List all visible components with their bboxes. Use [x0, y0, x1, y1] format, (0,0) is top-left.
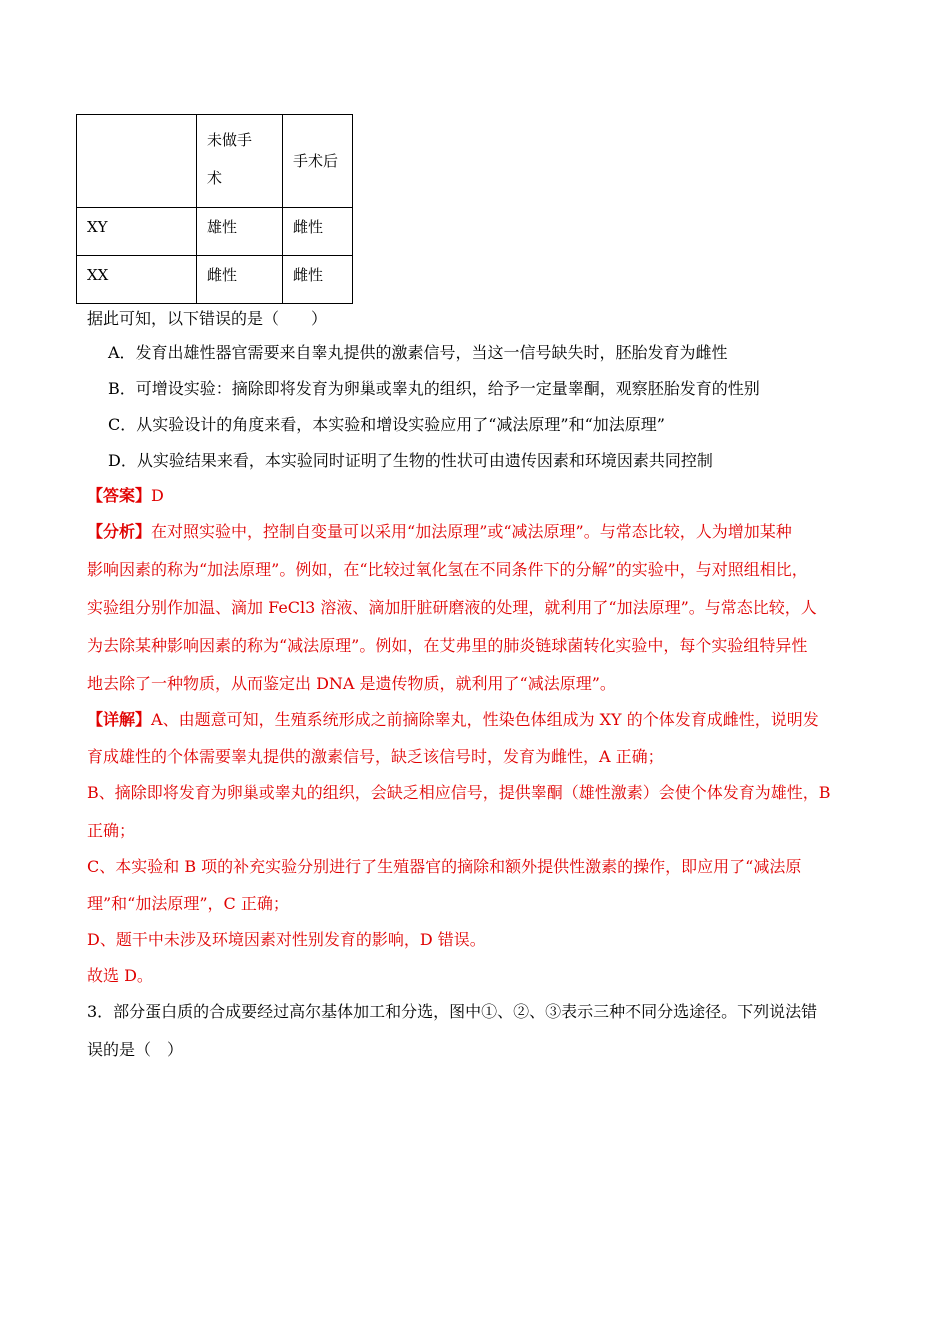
- analysis-text: 在对照实验中，控制自变量可以采用“加法原理”或“减法原理”。与常态比较，人为增加某种: [151, 522, 792, 541]
- detail-line: [87, 709, 819, 731]
- table-row: [77, 256, 353, 304]
- conclusion: 故选 D。: [87, 966, 153, 985]
- detail-line: 正确；: [87, 821, 136, 840]
- detail-line: B、摘除即将发育为卵巢或睾丸的组织，会缺乏相应信号，提供睾酮（雄性激素）会使个体发育为雄性，B: [87, 783, 831, 802]
- analysis-line: 影响因素的称为“加法原理”。例如，在“比较过氧化氢在不同条件下的分解”的实验中，与对照组相比，: [87, 560, 808, 579]
- analysis-line: 实验组分别作加温、滴加 FeCl3 溶液、滴加肝脏研磨液的处理，就利用了“加法原理”。与常态比较，人: [87, 598, 817, 617]
- option-c: C．从实验设计的角度来看，本实验和增设实验应用了“减法原理”和“加法原理”: [108, 415, 665, 434]
- table-cell: 雄性: [197, 208, 283, 256]
- detail-text: A、由题意可知，生殖系统形成之前摘除睾丸，性染色体组成为 XY 的个体发育成雌性，说明发: [151, 710, 819, 729]
- question-stem: 据此可知，以下错误的是（ ）: [87, 309, 328, 328]
- next-question-line: 3．部分蛋白质的合成要经过高尔基体加工和分选，图中①、②、③表示三种不同分选途径。下列说法错: [87, 1002, 818, 1021]
- option-b: B．可增设实验：摘除即将发育为卵巢或睾丸的组织，给予一定量睾酮，观察胚胎发育的性别: [108, 379, 760, 398]
- analysis-line: [87, 521, 792, 543]
- table-cell: XY: [77, 208, 197, 256]
- table-cell: 雌性: [197, 256, 283, 304]
- table-header-cell: 手术后: [283, 115, 353, 208]
- table-cell: 雌性: [283, 208, 353, 256]
- detail-tag: 【详解】: [87, 710, 152, 729]
- answer-value: D: [151, 486, 164, 505]
- option-d: D．从实验结果来看，本实验同时证明了生物的性状可由遗传因素和环境因素共同控制: [108, 451, 713, 470]
- answer-tag: 【答案】: [87, 486, 152, 505]
- analysis-line: 为去除某种影响因素的称为“减法原理”。例如，在艾弗里的肺炎链球菌转化实验中，每个实验组特异性: [87, 636, 808, 655]
- detail-line: 理”和“加法原理”，C 正确；: [87, 894, 289, 913]
- next-question-line: 误的是（ ）: [87, 1040, 184, 1059]
- table-cell: 雌性: [283, 256, 353, 304]
- detail-line: C、本实验和 B 项的补充实验分别进行了生殖器官的摘除和额外提供性激素的操作，即应用了“减法原: [87, 857, 802, 876]
- table-header-cell: [197, 115, 283, 208]
- analysis-tag: 【分析】: [87, 522, 152, 541]
- experiment-table: [76, 114, 353, 304]
- option-a: A．发育出雄性器官需要来自睾丸提供的激素信号，当这一信号缺失时，胚胎发育为雌性: [108, 343, 728, 362]
- answer-line: [87, 485, 164, 507]
- analysis-line: 地去除了一种物质，从而鉴定出 DNA 是遗传物质，就利用了“减法原理”。: [87, 674, 616, 693]
- detail-line: D、题干中未涉及环境因素对性别发育的影响，D 错误。: [87, 930, 486, 949]
- table-header-text: 未做手术: [207, 131, 253, 187]
- table-header-row: [77, 115, 353, 208]
- table-row: [77, 208, 353, 256]
- detail-line: 育成雄性的个体需要睾丸提供的激素信号，缺乏该信号时，发育为雌性，A 正确；: [87, 747, 664, 766]
- table-cell: XX: [77, 256, 197, 304]
- table-header-cell: [77, 115, 197, 208]
